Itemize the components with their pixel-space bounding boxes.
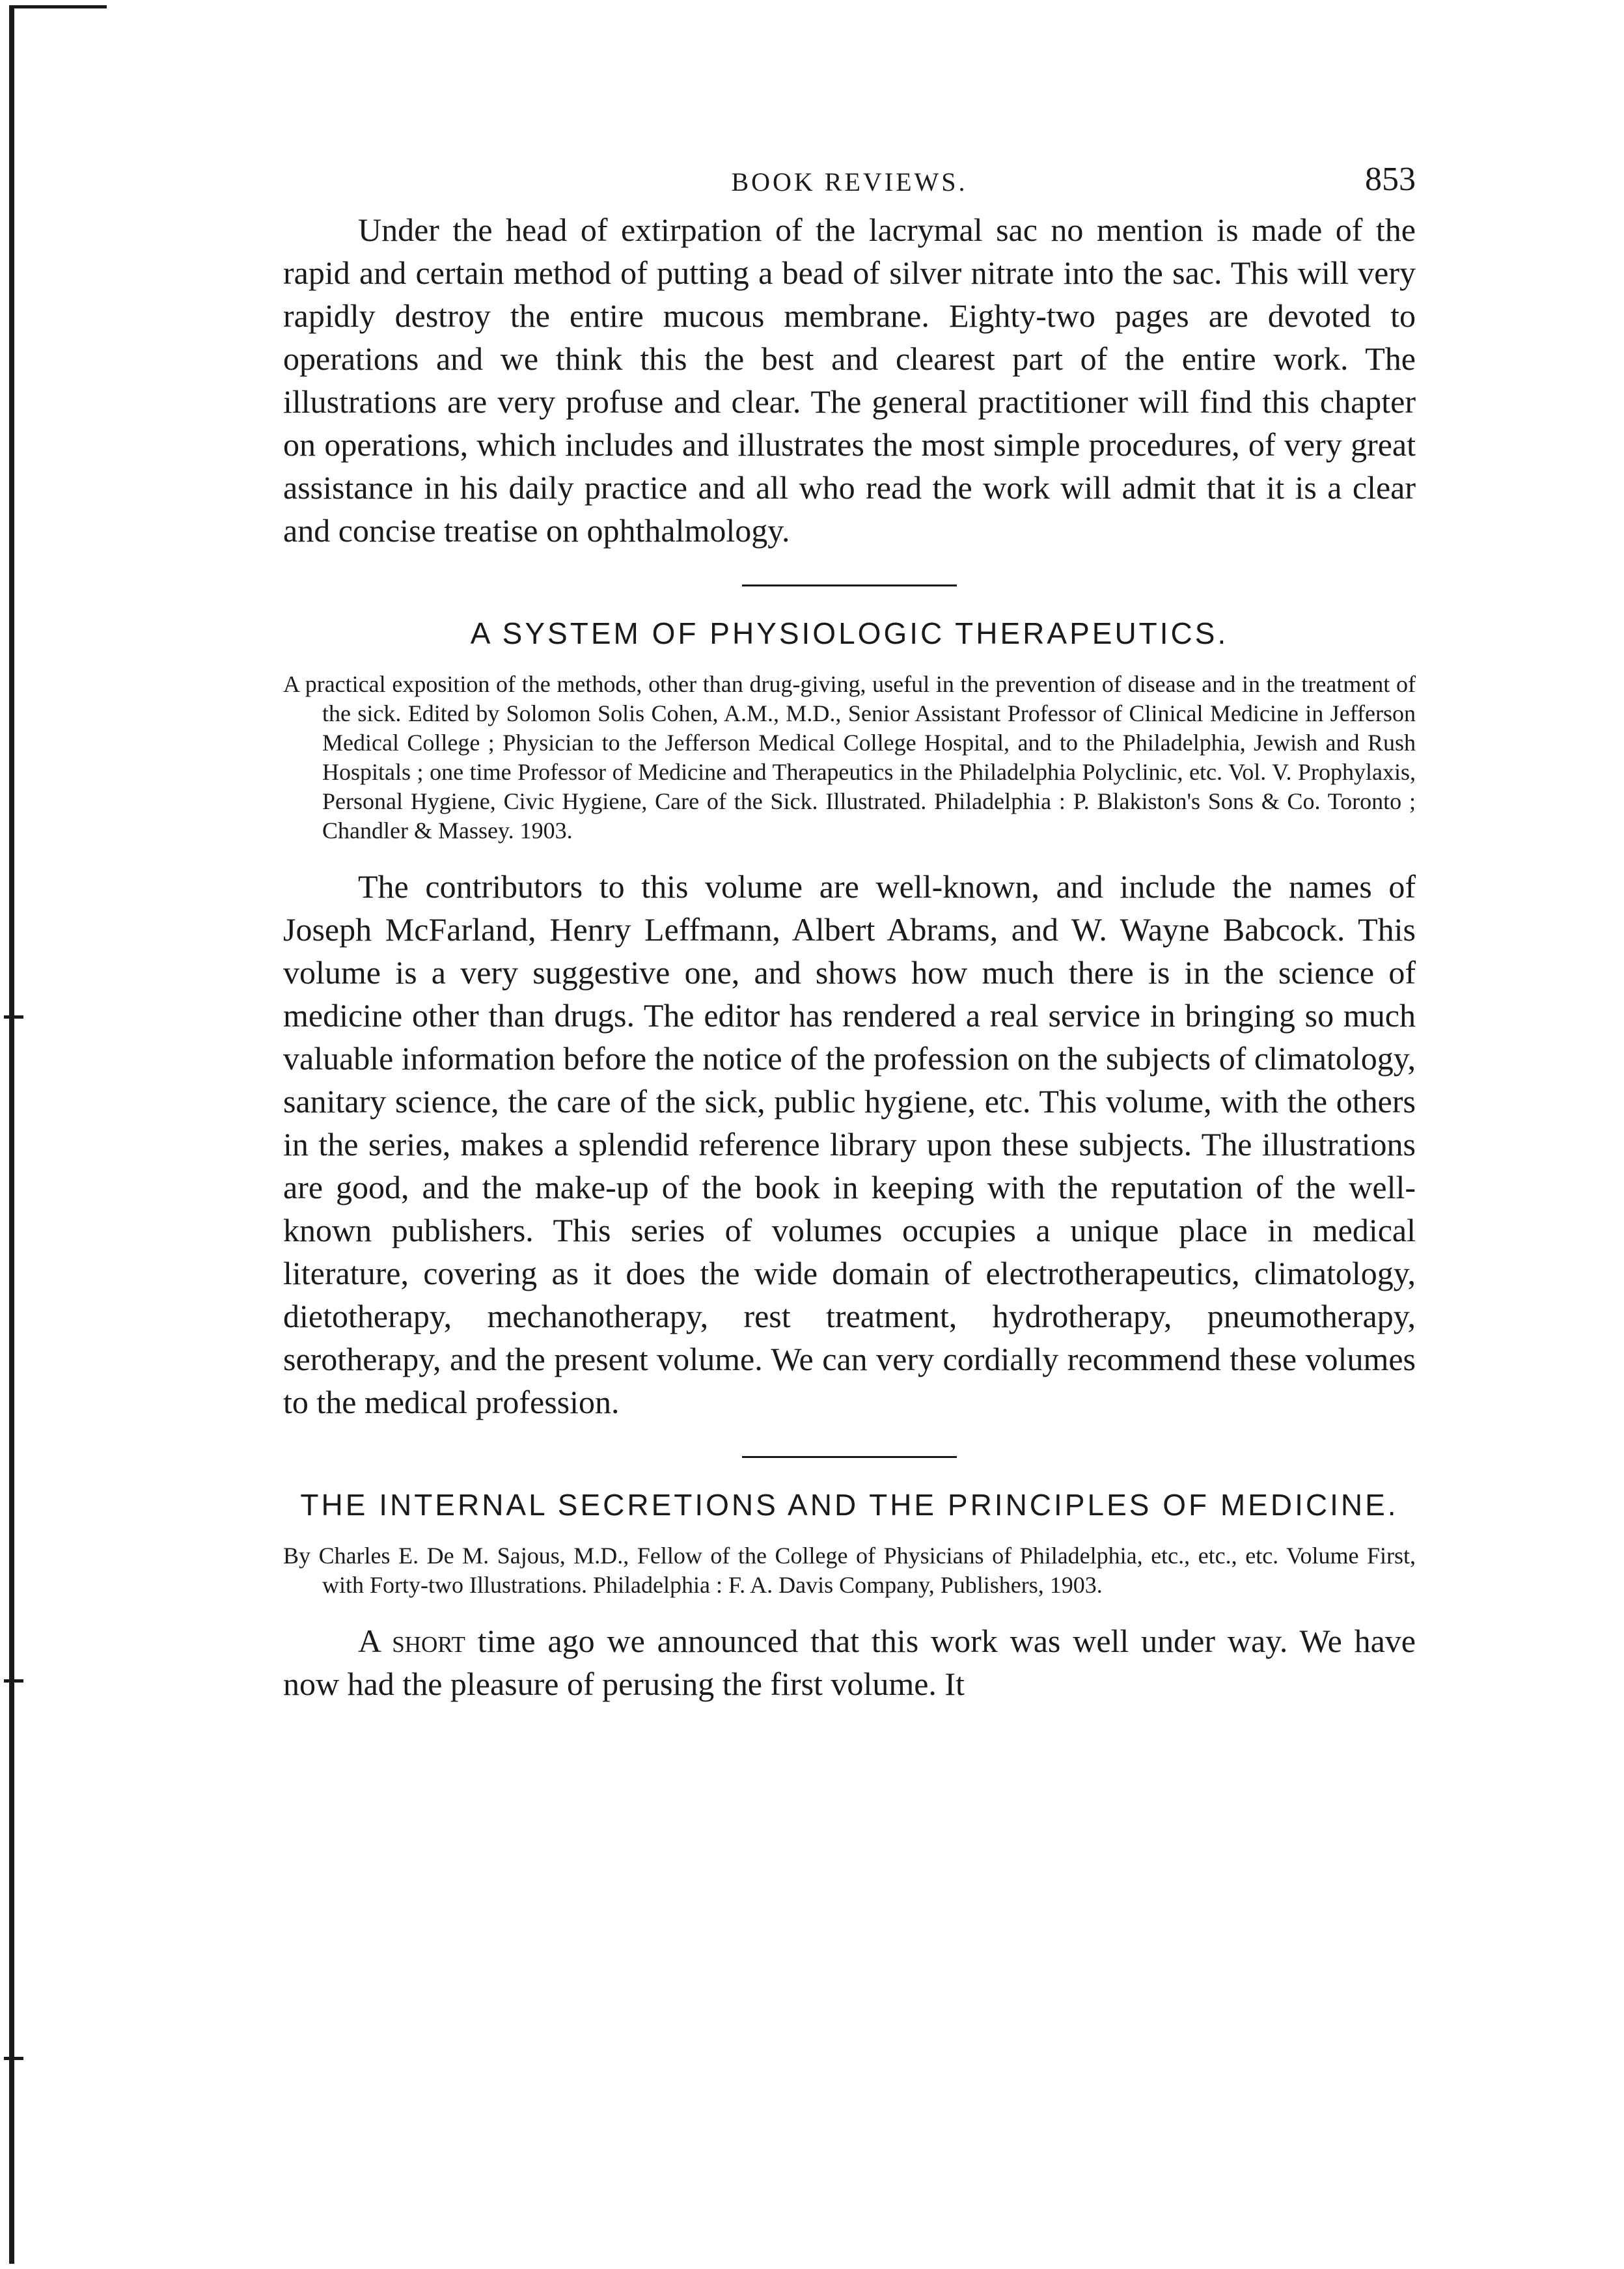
running-head	[283, 156, 1416, 208]
review-ophthalmology-paragraph: Under the head of extirpation of the lacrymal sac no mention is made of the rapid and certain method of putting a bead of silver nitrate into the sac. This will very rapidly destroy the entire mucous membrane. Eighty-two pages are devoted to operations and we think this the best and clearest part of the entire work. The illustrations are very profuse and clear. The general practitioner will find this chapter on operations, which includes and illustrates the most simple procedures, of very great assistance in his daily practice and all who read the work will admit that it is a clear and concise treatise on ophthalmology.	[283, 212, 1416, 549]
paragraph-lead-words: A short	[358, 1623, 465, 1659]
binding-tick	[4, 1679, 23, 1683]
review-physiologic-therapeutics-citation: A practical exposition of the methods, other than drug-giving, useful in the prevention of disease and in the treatment of the sick. Edited by Solomon Solis Cohen, A.M., M.D., Senior Assistant Professor of Clinical Medicine in Jefferson Medical College ; Physician to the Jefferson Medical College Hospital, and to the Philadelphia, Jewish and Rush Hospitals ; one time Professor of Medicine and Therapeutics in the Philadelphia Polyclinic, etc. Vol. V. Prophylaxis, Personal Hygiene, Civic Hygiene, Care of the Sick. Illustrated. Philadelphia : P. Blakiston's Sons & Co. Toronto ; Chandler & Massey. 1903.	[283, 671, 1416, 844]
review-internal-secretions-citation: By Charles E. De M. Sajous, M.D., Fellow of the College of Physicians of Philadelphia, etc., etc., etc. Volume First, with Forty-two Illustrations. Philadelphia : F. A. Davis Company, Publishers, 1903.	[283, 1543, 1416, 1598]
paragraph-text: time ago we announced that this work was well under way. We have now had the pleasure of perusing the first volume. It	[283, 1623, 1416, 1702]
section-divider	[742, 584, 957, 586]
page-number: 853	[1365, 161, 1416, 198]
section-divider	[742, 1456, 957, 1458]
binding-tick	[4, 2057, 23, 2060]
binding-rule-top	[9, 5, 107, 8]
page-content	[283, 156, 1416, 1705]
running-title: BOOK REVIEWS.	[731, 167, 968, 197]
review-physiologic-therapeutics-title: A SYSTEM OF PHYSIOLOGIC THERAPEUTICS.	[470, 616, 1229, 650]
binding-rule	[9, 5, 14, 2264]
review-internal-secretions-title: THE INTERNAL SECRETIONS AND THE PRINCIPLES OF MEDICINE.	[300, 1488, 1399, 1522]
review-physiologic-therapeutics-paragraph: The contributors to this volume are well-known, and include the names of Joseph McFarland, Henry Leffmann, Albert Abrams, and W. Wayne Babcock. This volume is a very suggestive one, and shows how much there is in the science of medicine other than drugs. The editor has rendered a real service in bringing so much valuable information before the notice of the profession on the subjects of climatology, sanitary science, the care of the sick, public hygiene, etc. This volume, with the others in the series, makes a splendid reference library upon these subjects. The illustrations are good, and the make-up of the book in keeping with the reputation of the well-known publishers. This series of volumes occupies a unique place in medical literature, covering as it does the wide domain of electrotherapeutics, climatology, dietotherapy, mechanotherapy, rest treatment, hydrotherapy, pneumotherapy, serotherapy, and the present volume. We can very cordially recommend these volumes to the medical profession.	[283, 868, 1416, 1420]
review-internal-secretions-paragraph	[283, 1619, 1416, 1705]
binding-tick	[4, 1015, 23, 1019]
